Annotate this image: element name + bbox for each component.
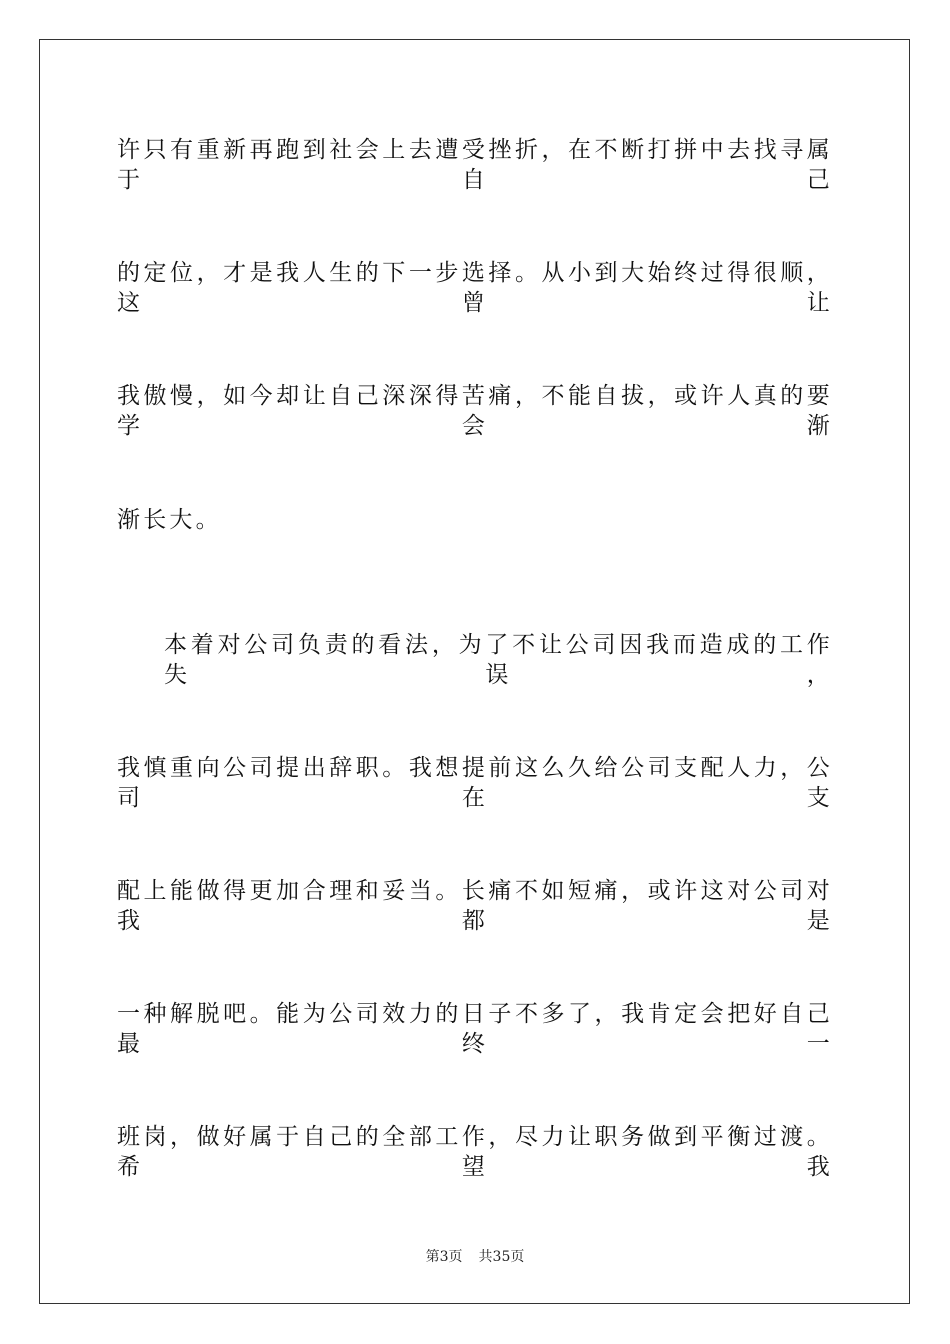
body-text-line-3: 我傲慢，如今却让自己深深得苦痛，不能自拔，或许人真的要学会渐 xyxy=(117,383,833,439)
body-text-line-6: 我慎重向公司提出辞职。我想提前这么久给公司支配人力，公司在支 xyxy=(117,755,833,811)
body-text-line-8: 一种解脱吧。能为公司效力的日子不多了，我肯定会把好自己最终一 xyxy=(117,1001,833,1057)
body-text-line-2: 的定位，才是我人生的下一步选择。从小到大始终过得很顺，这曾让 xyxy=(117,260,833,316)
body-text-line-9: 班岗，做好属于自己的全部工作，尽力让职务做到平衡过渡。希望我 xyxy=(117,1124,833,1180)
body-text-line-7: 配上能做得更加合理和妥当。长痛不如短痛，或许这对公司对我都是 xyxy=(117,878,833,934)
paragraph-start-line: 本着对公司负责的看法，为了不让公司因我而造成的工作失误， xyxy=(164,632,833,688)
body-text-line-1: 许只有重新再跑到社会上去遭受挫折，在不断打拼中去找寻属于自己 xyxy=(117,137,833,193)
page-total: 共35页 xyxy=(478,1249,525,1265)
body-text-line-4: 渐长大。 xyxy=(117,507,222,533)
page-footer xyxy=(0,1248,950,1266)
page-number: 第3页 xyxy=(425,1249,463,1265)
